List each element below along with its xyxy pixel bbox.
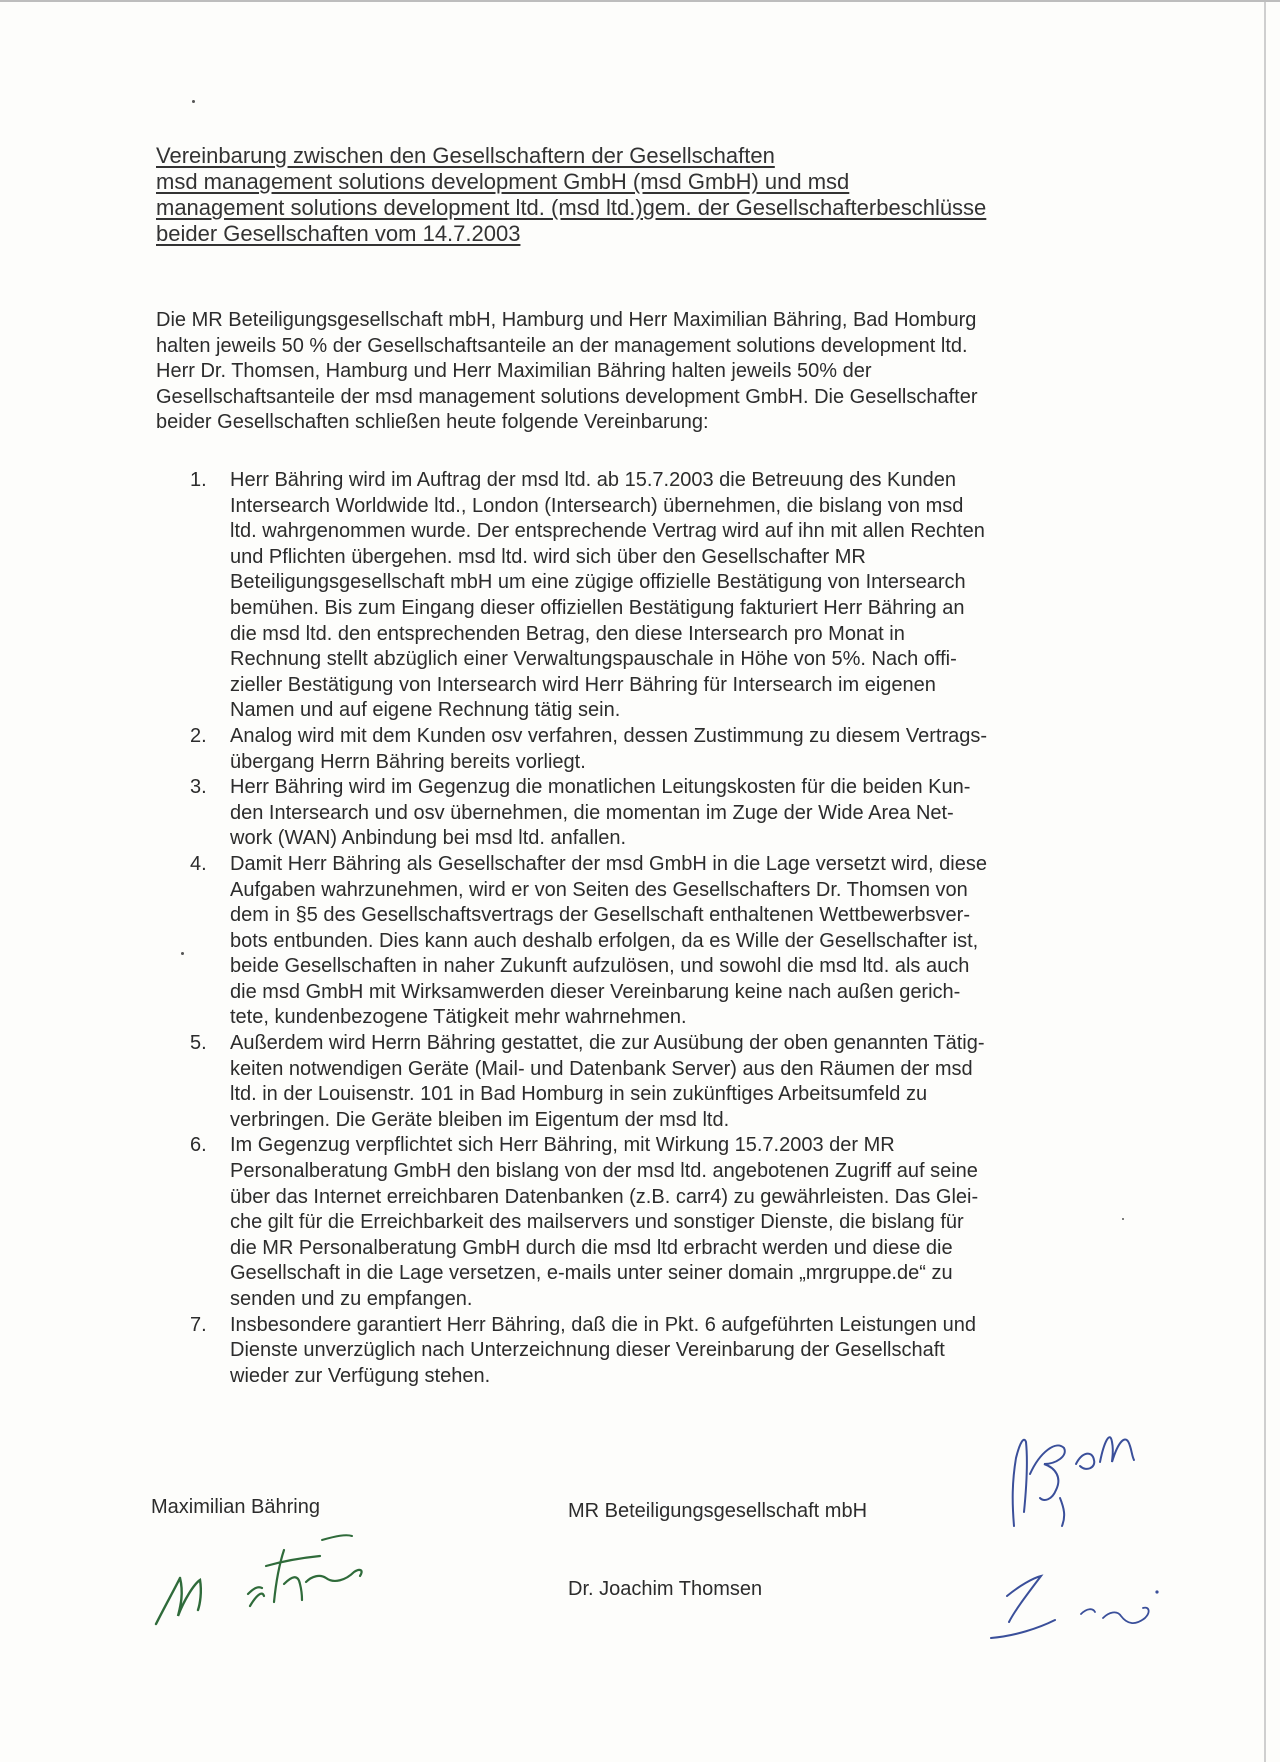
clause-line: über das Internet erreichbaren Datenbanken (z.B. carr4) zu gewährleisten. Das Glei-	[230, 1185, 979, 1208]
clause-item	[190, 775, 1120, 852]
clause-text	[230, 1133, 978, 1312]
signature-thomsen-upper	[1000, 1402, 1160, 1542]
intro-paragraph	[156, 308, 1116, 436]
scan-speck	[1122, 1218, 1124, 1220]
clause-line: übergang Herrn Bähring bereits vorliegt.	[230, 750, 586, 773]
clause-number: 6.	[190, 1134, 207, 1157]
agreement-title	[156, 143, 1156, 247]
signatory-name-thomsen: Dr. Joachim Thomsen	[568, 1578, 763, 1600]
clause-text	[230, 1313, 976, 1390]
clause-item	[190, 468, 1120, 724]
clause-text	[230, 1031, 985, 1133]
clause-line: den Intersearch und osv übernehmen, die momentan im Zuge der Wide Area Net-	[230, 801, 954, 824]
clause-item	[190, 1313, 1120, 1390]
title-line: Vereinbarung zwischen den Gesellschaftern der Gesellschaften	[156, 143, 775, 168]
clause-line: Dienste unverzüglich nach Unterzeichnung dieser Vereinbarung der Gesellschaft	[230, 1339, 945, 1362]
signature-baehring	[150, 1522, 400, 1632]
clause-line: Herr Bähring wird im Gegenzug die monatlichen Leitungskosten für die beiden Kun-	[230, 776, 971, 799]
clause-line: Außerdem wird Herrn Bähring gestattet, die zur Ausübung der oben genannten Tätig-	[230, 1032, 985, 1055]
clause-line: Damit Herr Bähring als Gesellschafter der msd GmbH in die Lage versetzt wird, diese	[230, 852, 987, 875]
signatory-company: MR Beteiligungsgesellschaft mbH	[568, 1500, 868, 1522]
intro-line: Herr Dr. Thomsen, Hamburg und Herr Maximilian Bähring halten jeweils 50% der	[156, 360, 872, 382]
clause-line: work (WAN) Anbindung bei msd ltd. anfallen.	[230, 827, 627, 850]
clause-item	[190, 724, 1120, 775]
clause-line: die MR Personalberatung GmbH durch die msd ltd erbracht werden und diese die	[230, 1236, 953, 1259]
clause-text	[230, 724, 987, 775]
clause-line: keiten notwendigen Geräte (Mail- und Datenbank Server) aus den Räumen der msd	[230, 1057, 973, 1080]
clause-line: zieller Bestätigung von Intersearch wird Herr Bähring für Intersearch im eigenen	[230, 673, 936, 696]
agreement-clauses	[190, 468, 1120, 1389]
clause-line: verbringen. Die Geräte bleiben im Eigentum der msd ltd.	[230, 1108, 730, 1131]
clause-line: tete, kundenbezogene Tätigkeit mehr wahrnehmen.	[230, 1006, 687, 1029]
page-edge	[1264, 2, 1266, 1762]
intro-line: Gesellschaftsanteile der msd management solutions development GmbH. Die Gesellschafter	[156, 385, 978, 408]
clause-line: Aufgaben wahrzunehmen, wird er von Seiten des Gesellschafters Dr. Thomsen von	[230, 878, 968, 901]
clause-line: senden und zu empfangen.	[230, 1288, 473, 1310]
title-line: beider Gesellschaften vom 14.7.2003	[156, 221, 521, 246]
clause-line: Insbesondere garantiert Herr Bähring, daß die in Pkt. 6 aufgeführten Leistungen und	[230, 1313, 977, 1336]
intro-line: beider Gesellschaften schließen heute folgende Vereinbarung:	[156, 411, 709, 433]
clause-line: und Pflichten übergehen. msd ltd. wird sich über den Gesellschafter MR	[230, 545, 866, 568]
clause-line: Herr Bähring wird im Auftrag der msd ltd. ab 15.7.2003 die Betreuung des Kunden	[230, 469, 956, 491]
clause-line: Im Gegenzug verpflichtet sich Herr Bähring, mit Wirkung 15.7.2003 der MR	[230, 1134, 895, 1157]
intro-line: halten jeweils 50 % der Gesellschaftsanteile an der management solutions development ltd.	[156, 334, 968, 357]
clause-line: Beteiligungsgesellschaft mbH um eine zügige offizielle Bestätigung von Intersearch	[230, 571, 966, 594]
clause-line: ltd. wahrgenommen wurde. Der entsprechende Vertrag wird auf ihn mit allen Rechten	[230, 520, 985, 543]
clause-item	[190, 852, 1120, 1031]
clause-line: Gesellschaft in die Lage versetzen, e-mails unter seiner domain „mrgruppe.de“ zu	[230, 1262, 953, 1285]
clause-line: che gilt für die Erreichbarkeit des mailservers und sonstiger Dienste, die bislang für	[230, 1211, 964, 1234]
signatory-name-baehring: Maximilian Bähring	[151, 1496, 320, 1518]
scan-speck	[181, 952, 184, 955]
clause-text	[230, 468, 985, 724]
clause-line: die msd ltd. den entsprechenden Betrag, den diese Intersearch pro Monat in	[230, 622, 905, 645]
clause-line: beide Gesellschaften in naher Zukunft aufzulösen, und sowohl die msd ltd. als auch	[230, 955, 970, 978]
clause-item	[190, 1031, 1120, 1133]
clause-number: 1.	[190, 469, 207, 491]
clause-line: bemühen. Bis zum Eingang dieser offiziellen Bestätigung fakturiert Herr Bähring an	[230, 596, 965, 619]
title-line: msd management solutions development GmbH (msd GmbH) und msd	[156, 169, 850, 194]
clause-line: Personalberatung GmbH den bislang von der msd ltd. angebotenen Zugriff auf seine	[230, 1160, 978, 1183]
clause-line: dem in §5 des Gesellschaftsvertrags der Gesellschaft enthaltenen Wettbewerbsver-	[230, 904, 970, 927]
clause-text	[230, 775, 970, 852]
clause-number: 5.	[190, 1032, 207, 1055]
clause-line: Analog wird mit dem Kunden osv verfahren, dessen Zustimmung zu diesem Vertrags-	[230, 724, 988, 747]
clause-line: Namen und auf eigene Rechnung tätig sein.	[230, 699, 621, 722]
clause-line: ltd. in der Louisenstr. 101 in Bad Homburg in sein zukünftiges Arbeitsumfeld zu	[230, 1083, 928, 1106]
intro-line: Die MR Beteiligungsgesellschaft mbH, Hamburg und Herr Maximilian Bähring, Bad Homburg	[156, 309, 977, 331]
clause-line: Rechnung stellt abzüglich einer Verwaltungspauschale in Höhe von 5%. Nach offi-	[230, 648, 957, 671]
clause-line: die msd GmbH mit Wirksamwerden dieser Vereinbarung keine nach außen gerich-	[230, 980, 961, 1003]
clause-line: Intersearch Worldwide ltd., London (Intersearch) übernehmen, die bislang von msd	[230, 494, 964, 517]
signature-thomsen-lower	[985, 1552, 1175, 1662]
clause-number: 7.	[190, 1313, 207, 1336]
clause-number: 4.	[190, 852, 207, 875]
clause-number: 3.	[190, 776, 207, 799]
clause-item	[190, 1133, 1120, 1312]
clause-line: wieder zur Verfügung stehen.	[230, 1364, 491, 1387]
clause-number: 2.	[190, 724, 207, 747]
clause-text	[230, 852, 987, 1031]
title-line: management solutions development ltd. (msd ltd.)gem. der Gesellschafterbeschlüsse	[156, 195, 987, 220]
scan-speck	[192, 100, 195, 103]
clause-line: bots entbunden. Dies kann auch deshalb erfolgen, da es Wille der Gesellschafter ist,	[230, 929, 979, 952]
